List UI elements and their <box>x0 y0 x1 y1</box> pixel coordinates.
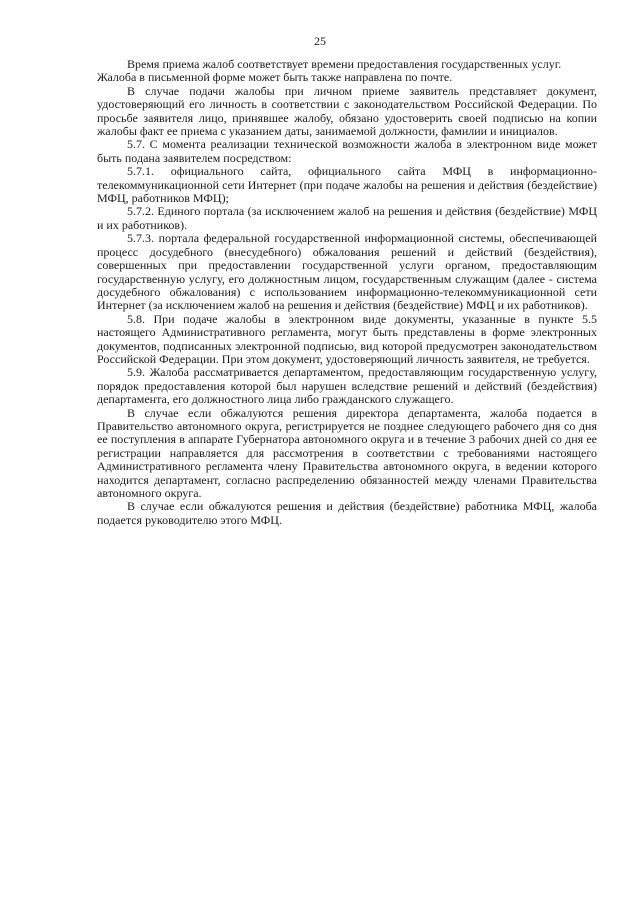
document-body <box>97 58 597 527</box>
paragraph-5-7-2: 5.7.2. Единого портала (за исключением жалоб на решения и действия (бездействие) МФЦ и их работников). <box>97 204 597 232</box>
paragraph-director-appeal: В случае если обжалуются решения директора департамента, жалоба подается в Правительство автономного округа, регистрируется не позднее следующего рабочего дня со дня ее поступления в аппарате Губернатора автономного округа и в течение 3 рабочих дней со дня ее регистрации направляется для рассмотрения в соответствии с требованиями настоящего Административного регламента члену Правительства автономного округа, в ведении которого находится департамент, согласно распределению обязанностей между членами Правительства автономного округа. <box>97 405 597 500</box>
paragraph-5-7-1: 5.7.1. официального сайта, официального сайта МФЦ в информационно-телекоммуникационной сети Интернет (при подаче жалобы на решения и действия (бездействие) МФЦ, работников МФЦ); <box>97 164 597 206</box>
paragraph-5-8: 5.8. При подаче жалобы в электронном виде документы, указанные в пункте 5.5 настоящего Административного регламента, могут быть представлены в форме электронных документов, подписанных электронной подписью, вид которой предусмотрен законодательством Российской Федерации. При этом документ, удостоверяющий личность заявителя, не требуется. <box>97 311 597 366</box>
paragraph-5-7: 5.7. С момента реализации технической возможности жалоба в электронном виде может быть подана заявителем посредством: <box>97 137 597 165</box>
paragraph-5-7-3: 5.7.3. портала федеральной государственной информационной системы, обеспечивающей процесс досудебного (внесудебного) обжалования решений и действий (бездействия), совершенных при предоставлении государственной услуги органом, предоставляющим государственную услугу, его должностным лицом, государственным служащим (далее - система досудебного обжалования) с использованием информационно-телекоммуникационной сети Интернет (за исключением жалоб на решения и действия (бездействие) МФЦ и их работников). <box>97 231 597 313</box>
paragraph-mail-submission: Жалоба в письменной форме может быть также направлена по почте. <box>97 70 453 85</box>
paragraph-mfc-appeal: В случае если обжалуются решения и действия (бездействие) работника МФЦ, жалоба подается руководителю этого МФЦ. <box>97 499 597 527</box>
paragraph-5-9: 5.9. Жалоба рассматривается департаментом, предоставляющим государственную услугу, порядок предоставления которой был нарушен вследствие решений и действий (бездействия) департамента, его должностного лица либо гражданского служащего. <box>97 365 597 407</box>
page-number: 25 <box>314 34 326 48</box>
paragraph-complaint-hours: Время приема жалоб соответствует времени предоставления государственных услуг. <box>127 57 562 71</box>
paragraph-personal-reception: В случае подачи жалобы при личном приеме заявитель представляет документ, удостоверяющий его личность в соответствии с законодательством Российской Федерации. По просьбе заявителя лицо, принявшее жалобу, обязано удостоверить своей подписью на копии жалобы факт ее приема с указанием даты, занимаемой должности, фамилии и инициалов. <box>97 83 597 139</box>
